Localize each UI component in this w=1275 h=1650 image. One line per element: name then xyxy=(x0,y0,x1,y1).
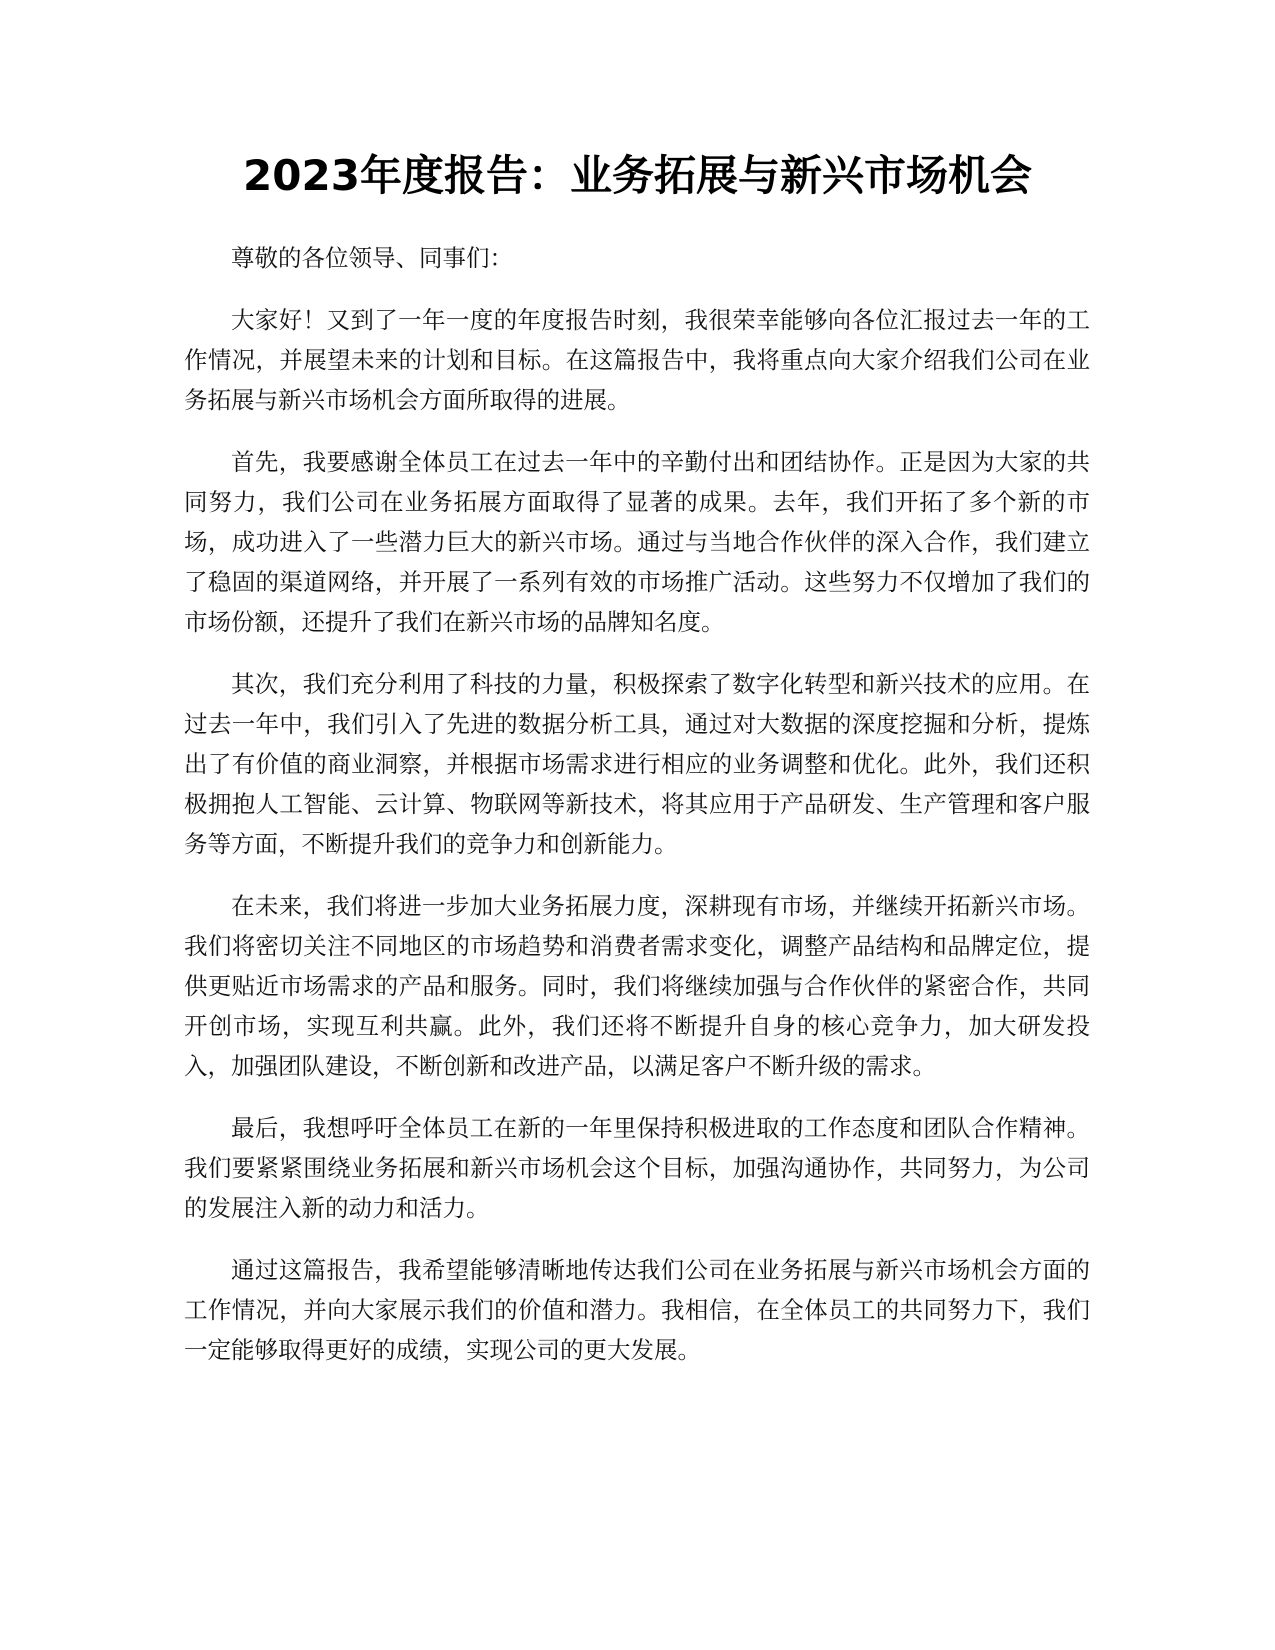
future-plans-paragraph: 在未来，我们将进一步加大业务拓展力度，深耕现有市场，并继续开拓新兴市场。我们将密切关注不同地区的市场趋势和消费者需求变化，调整产品结构和品牌定位，提供更贴近市场需求的产品和服务。同时，我们将继续加强与合作伙伴的紧密合作，共同开创市场，实现互利共赢。此外，我们还将不断提升自身的核心竞争力，加大研发投入，加强团队建设，不断创新和改进产品，以满足客户不断升级的需求。 xyxy=(184,892,1090,1080)
salutation-paragraph: 尊敬的各位领导、同事们： xyxy=(231,244,513,272)
achievements-paragraph: 首先，我要感谢全体员工在过去一年中的辛勤付出和团结协作。正是因为大家的共同努力，我们公司在业务拓展方面取得了显著的成果。去年，我们开拓了多个新的市场，成功进入了一些潜力巨大的新兴市场。通过与当地合作伙伴的深入合作，我们建立了稳固的渠道网络，并开展了一系列有效的市场推广活动。这些努力不仅增加了我们的市场份额，还提升了我们在新兴市场的品牌知名度。 xyxy=(184,448,1090,636)
closing-paragraph: 通过这篇报告，我希望能够清晰地传达我们公司在业务拓展与新兴市场机会方面的工作情况，并向大家展示我们的价值和潜力。我相信，在全体员工的共同努力下，我们一定能够取得更好的成绩，实现公司的更大发展。 xyxy=(184,1256,1090,1364)
document-body xyxy=(184,238,1090,1392)
call-to-action-paragraph: 最后，我想呼吁全体员工在新的一年里保持积极进取的工作态度和团队合作精神。我们要紧紧围绕业务拓展和新兴市场机会这个目标，加强沟通协作，共同努力，为公司的发展注入新的动力和活力。 xyxy=(184,1114,1090,1222)
technology-paragraph: 其次，我们充分利用了科技的力量，积极探索了数字化转型和新兴技术的应用。在过去一年中，我们引入了先进的数据分析工具，通过对大数据的深度挖掘和分析，提炼出了有价值的商业洞察，并根据市场需求进行相应的业务调整和优化。此外，我们还积极拥抱人工智能、云计算、物联网等新技术，将其应用于产品研发、生产管理和客户服务等方面，不断提升我们的竞争力和创新能力。 xyxy=(184,670,1090,858)
document-title: 2023年度报告：业务拓展与新兴市场机会 xyxy=(243,151,1032,200)
intro-paragraph: 大家好！又到了一年一度的年度报告时刻，我很荣幸能够向各位汇报过去一年的工作情况，并展望未来的计划和目标。在这篇报告中，我将重点向大家介绍我们公司在业务拓展与新兴市场机会方面所取得的进展。 xyxy=(184,306,1090,414)
